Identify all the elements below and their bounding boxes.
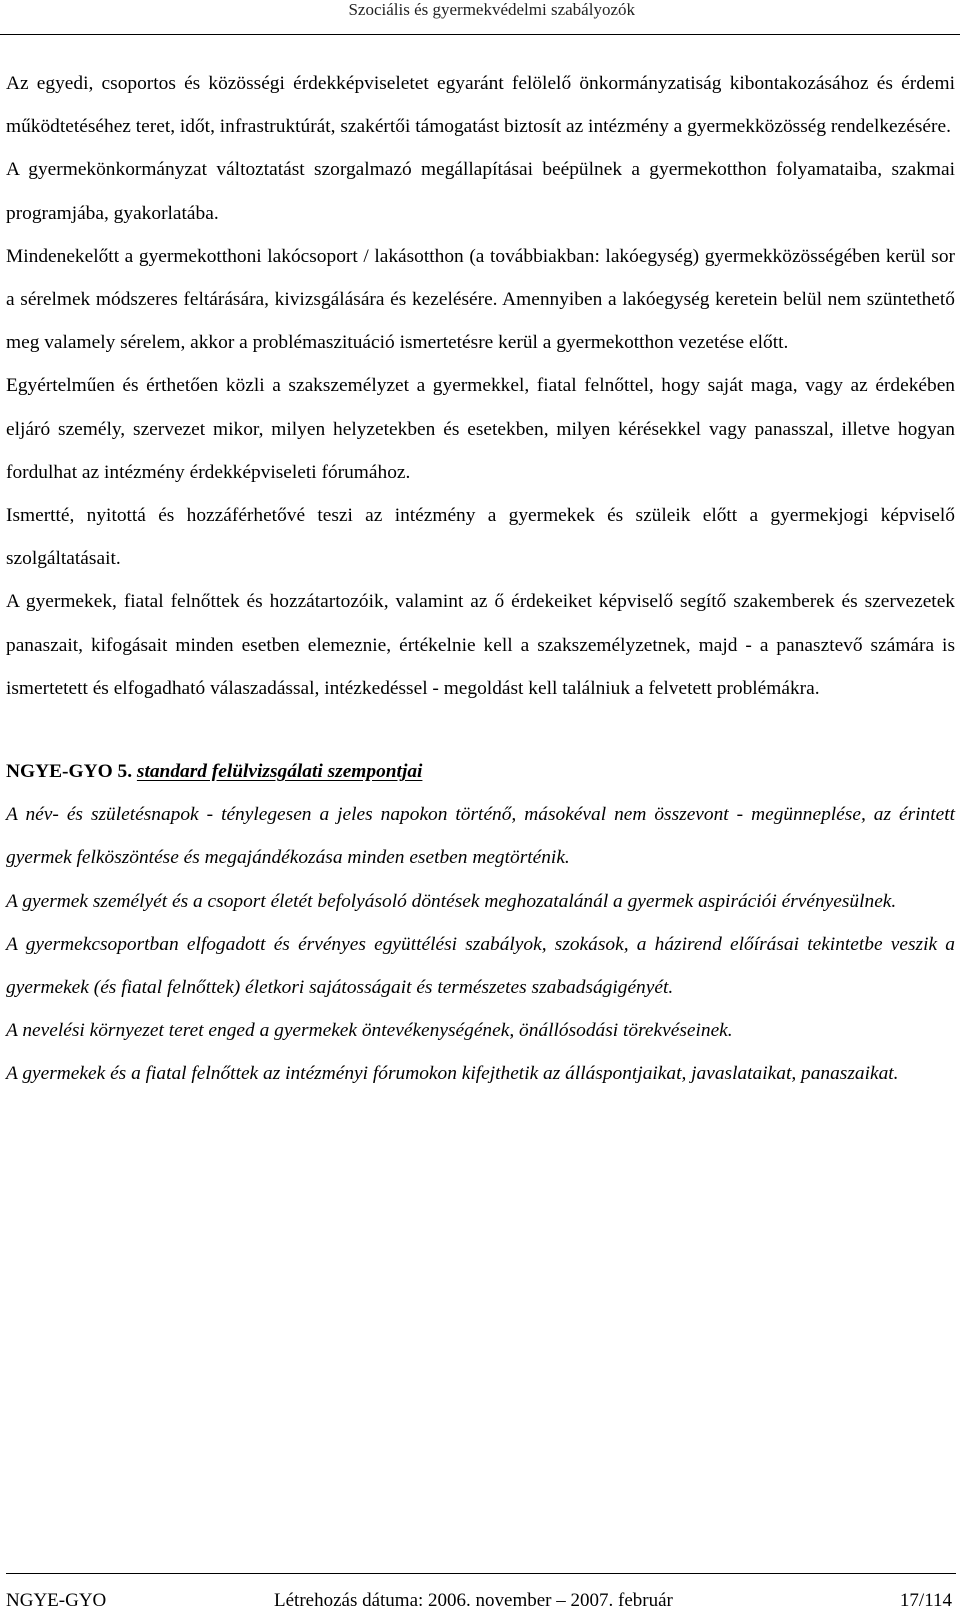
criterion-item: A gyermekek és a fiatal felnőttek az intézményi fórumokon kifejthetik az álláspontjaikat, javaslataikat, panaszaikat.: [6, 1063, 899, 1085]
body-paragraph: A gyermekönkormányzat változtatást szorgalmazó megállapításai beépülnek a gyermekotthon folyamataiba, szakmai programjába, gyakorlatába.: [6, 159, 955, 224]
body-paragraph: A gyermekek, fiatal felnőttek és hozzátartozóik, valamint az ő érdekeiket képviselő segítő szakemberek és szervezetek panaszait, kifogásait minden esetben elemeznie, értékelnie kell a szakszemélyzetnek, majd - a panasztevő számára is ismertetett és elfogadható válaszadással, intézkedéssel - megoldást kell találniuk a felvetett problémákra.: [6, 591, 955, 699]
page-header: [0, 0, 960, 35]
criterion-item: A gyermekcsoportban elfogadott és érvényes együttélési szabályok, szokások, a házirend előírásai tekintetbe veszik a gyermekek (és fiatal felnőttek) életkori sajátosságait és természetes szabadságigényét.: [6, 933, 955, 999]
footer-row: [6, 1574, 956, 1614]
footer-doc-code: NGYE-GYO: [6, 1590, 107, 1611]
criterion-item: A gyermek személyét és a csoport életét befolyásoló döntések meghozatalánál a gyermek aspirációi érvényesülnek.: [6, 890, 897, 912]
criterion-item: A név- és születésnapok - ténylegesen a jeles napokon történő, másokéval nem összevont - megünneplése, az érintett gyermek felköszöntése és megajándékozása minden esetben megtörténik.: [6, 804, 955, 869]
body-paragraph: Egyértelműen és érthetően közli a szakszemélyzet a gyermekkel, fiatal felnőttel, hogy saját maga, vagy az érdekében eljáró személy, szervezet mikor, milyen helyzetekben és esetekben, milyen kérésekkel vagy panasszal, illetve hogyan fordulhat az intézmény érdekképviseleti fórumához.: [6, 375, 955, 483]
document-body: [6, 62, 955, 1096]
body-paragraph: Az egyedi, csoportos és közösségi érdekképviseletet egyaránt felölelő önkormányzatiság kibontakozásához és érdemi működtetéséhez teret, időt, infrastruktúrát, szakértői támogatást biztosít az intézmény a gyermekközösség rendelkezésére.: [6, 73, 955, 138]
criterion-item: A nevelési környezet teret enged a gyermekek öntevékenységének, önállósodási törekvéseinek.: [6, 1020, 733, 1042]
page-footer: [6, 1573, 956, 1614]
running-title: Szociális és gyermekvédelmi szabályozók: [348, 0, 635, 19]
section-prefix: NGYE-GYO 5.: [6, 761, 133, 783]
footer-creation-date: Létrehozás dátuma: 2006. november – 2007. február: [274, 1590, 673, 1611]
section-title: standard felülvizsgálati szempontjai: [136, 761, 423, 783]
section-heading: [6, 750, 955, 793]
footer-page-number: 17/114: [899, 1590, 952, 1611]
body-paragraph: Ismertté, nyitottá és hozzáférhetővé teszi az intézmény a gyermekek és szüleik előtt a gyermekjogi képviselő szolgáltatásait.: [6, 505, 955, 570]
body-paragraph: Mindenekelőtt a gyermekotthoni lakócsoport / lakásotthon (a továbbiakban: lakóegység) gyermekközösségében kerül sor a sérelmek módszeres feltárására, kivizsgálására és kezelésére. Amennyiben a lakóegység keretein belül nem szüntethető meg valamely sérelem, akkor a problémaszituáció ismertetésre kerül a gyermekotthon vezetése előtt.: [6, 245, 955, 354]
